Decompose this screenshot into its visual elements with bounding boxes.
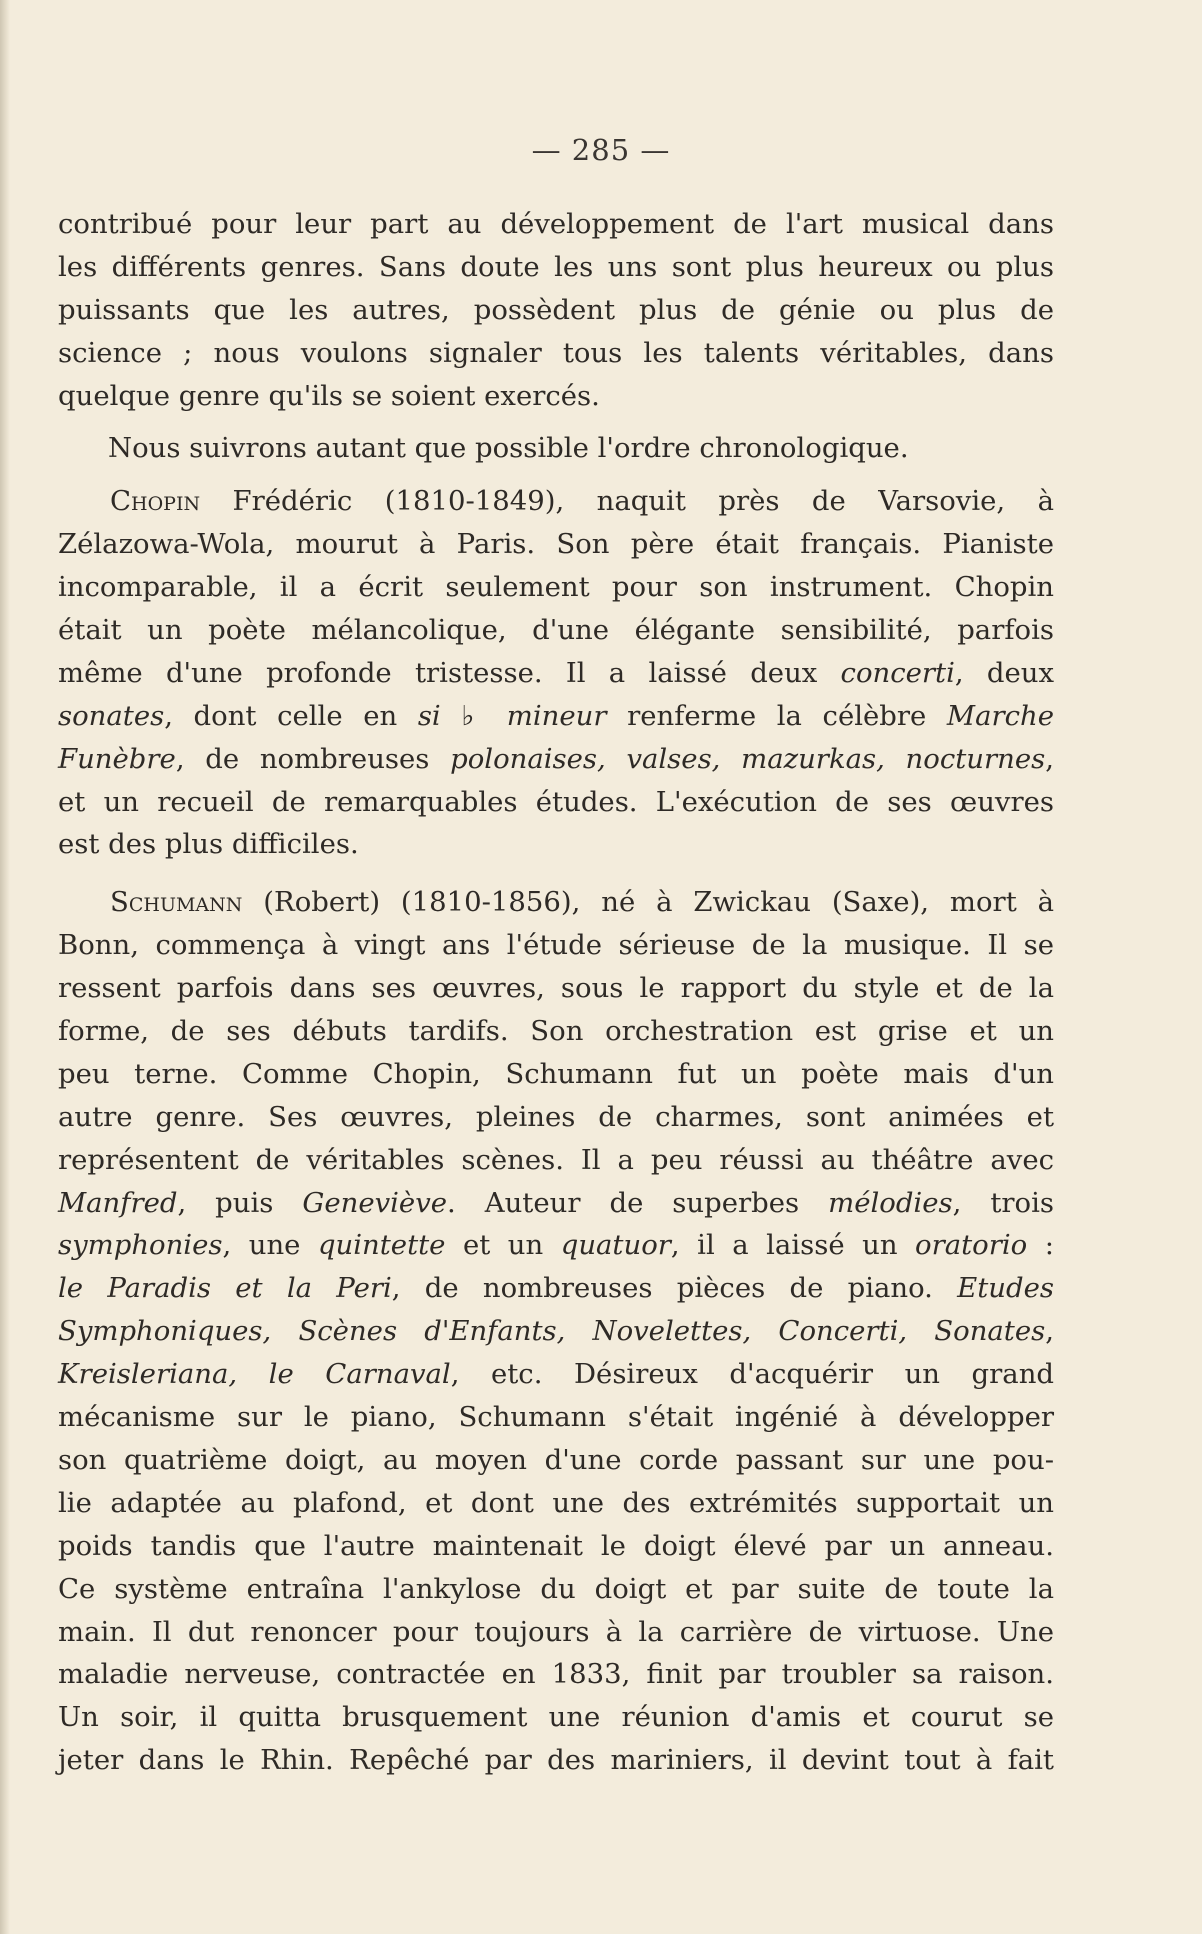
text-line: sonates, dont celle en si ♭ mineur renferme la célèbre Marche (58, 699, 1055, 732)
text-line: Nous suivrons autant que possible l'ordre chronologique. (108, 432, 909, 465)
text-line: Bonn, commença à vingt ans l'étude sérieuse de la musique. Il se (58, 929, 1054, 962)
text-line: Symphoniques, Scènes d'Enfants, Novelettes, Concerti, Sonates, (58, 1315, 1054, 1348)
text-line: Schumann (Robert) (1810-1856), né à Zwickau (Saxe), mort à (110, 886, 1054, 919)
text-line: Kreisleriana, le Carnaval, etc. Désireux d'acquérir un grand (58, 1358, 1055, 1391)
text-line: est des plus difficiles. (58, 828, 359, 861)
text-line: contribué pour leur part au développement de l'art musical dans (58, 208, 1054, 240)
text-line: quelque genre qu'ils se soient exercés. (58, 379, 600, 412)
text-line: Manfred, puis Geneviève. Auteur de superbes mélodies, trois (58, 1186, 1054, 1219)
text-line: Ce système entraîna l'ankylose du doigt et par suite de toute la (58, 1572, 1054, 1605)
text-line: jeter dans le Rhin. Repêché par des mariniers, il devint tout à fait (58, 1744, 1054, 1777)
text-line: symphonies, une quintette et un quatuor, il a laissé un oratorio : (58, 1229, 1054, 1262)
text-line: autre genre. Ses œuvres, pleines de charmes, sont animées et (58, 1100, 1054, 1133)
body-text (58, 203, 1054, 1782)
text-line: peu terne. Comme Chopin, Schumann fut un poète mais d'un (58, 1057, 1054, 1090)
page-number: — 285 — (531, 133, 671, 167)
text-line: maladie nerveuse, contractée en 1833, finit par troubler sa raison. (58, 1658, 1054, 1691)
text-line: Zélazowa-Wola, mourut à Paris. Son père était français. Pianiste (58, 528, 1054, 561)
text-line: forme, de ses débuts tardifs. Son orchestration est grise et un (58, 1015, 1054, 1048)
text-line: incomparable, il a écrit seulement pour son instrument. Chopin (58, 571, 1054, 604)
text-line: ressent parfois dans ses œuvres, sous le rapport du style et de la (58, 972, 1054, 1005)
text-line: le Paradis et la Peri, de nombreuses pièces de piano. Etudes (58, 1272, 1054, 1305)
text-line: était un poète mélancolique, d'une élégante sensibilité, parfois (58, 614, 1054, 647)
text-line: les différents genres. Sans doute les uns sont plus heureux ou plus (58, 250, 1054, 283)
composer-name-schumann: Schumann (110, 886, 243, 919)
text-line: puissants que les autres, possèdent plus de génie ou plus de (58, 293, 1054, 326)
text-line: et un recueil de remarquables études. L'exécution de ses œuvres (58, 785, 1054, 818)
text-line: Chopin Frédéric (1810-1849), naquit près de Varsovie, à (110, 485, 1054, 518)
text-line: mécanisme sur le piano, Schumann s'était ingénié à développer (58, 1401, 1054, 1434)
text-line: main. Il dut renoncer pour toujours à la carrière de virtuose. Une (58, 1615, 1054, 1648)
text-line: lie adaptée au plafond, et dont une des extrémités supportait un (58, 1486, 1054, 1519)
text-line: Un soir, il quitta brusquement une réunion d'amis et courut se (58, 1701, 1054, 1734)
text-line: science ; nous voulons signaler tous les talents véritables, dans (58, 336, 1054, 369)
text-line: son quatrième doigt, au moyen d'une corde passant sur une pou- (58, 1443, 1054, 1476)
text-line: représentent de véritables scènes. Il a peu réussi au théâtre avec (58, 1143, 1054, 1176)
text-line: poids tandis que l'autre maintenait le doigt élevé par un anneau. (58, 1529, 1054, 1562)
composer-name-chopin: Chopin (110, 485, 201, 518)
text-line: même d'une profonde tristesse. Il a laissé deux concerti, deux (58, 656, 1054, 689)
page-edge (0, 0, 10, 1934)
text-line: Funèbre, de nombreuses polonaises, valses, mazurkas, nocturnes, (58, 742, 1054, 775)
